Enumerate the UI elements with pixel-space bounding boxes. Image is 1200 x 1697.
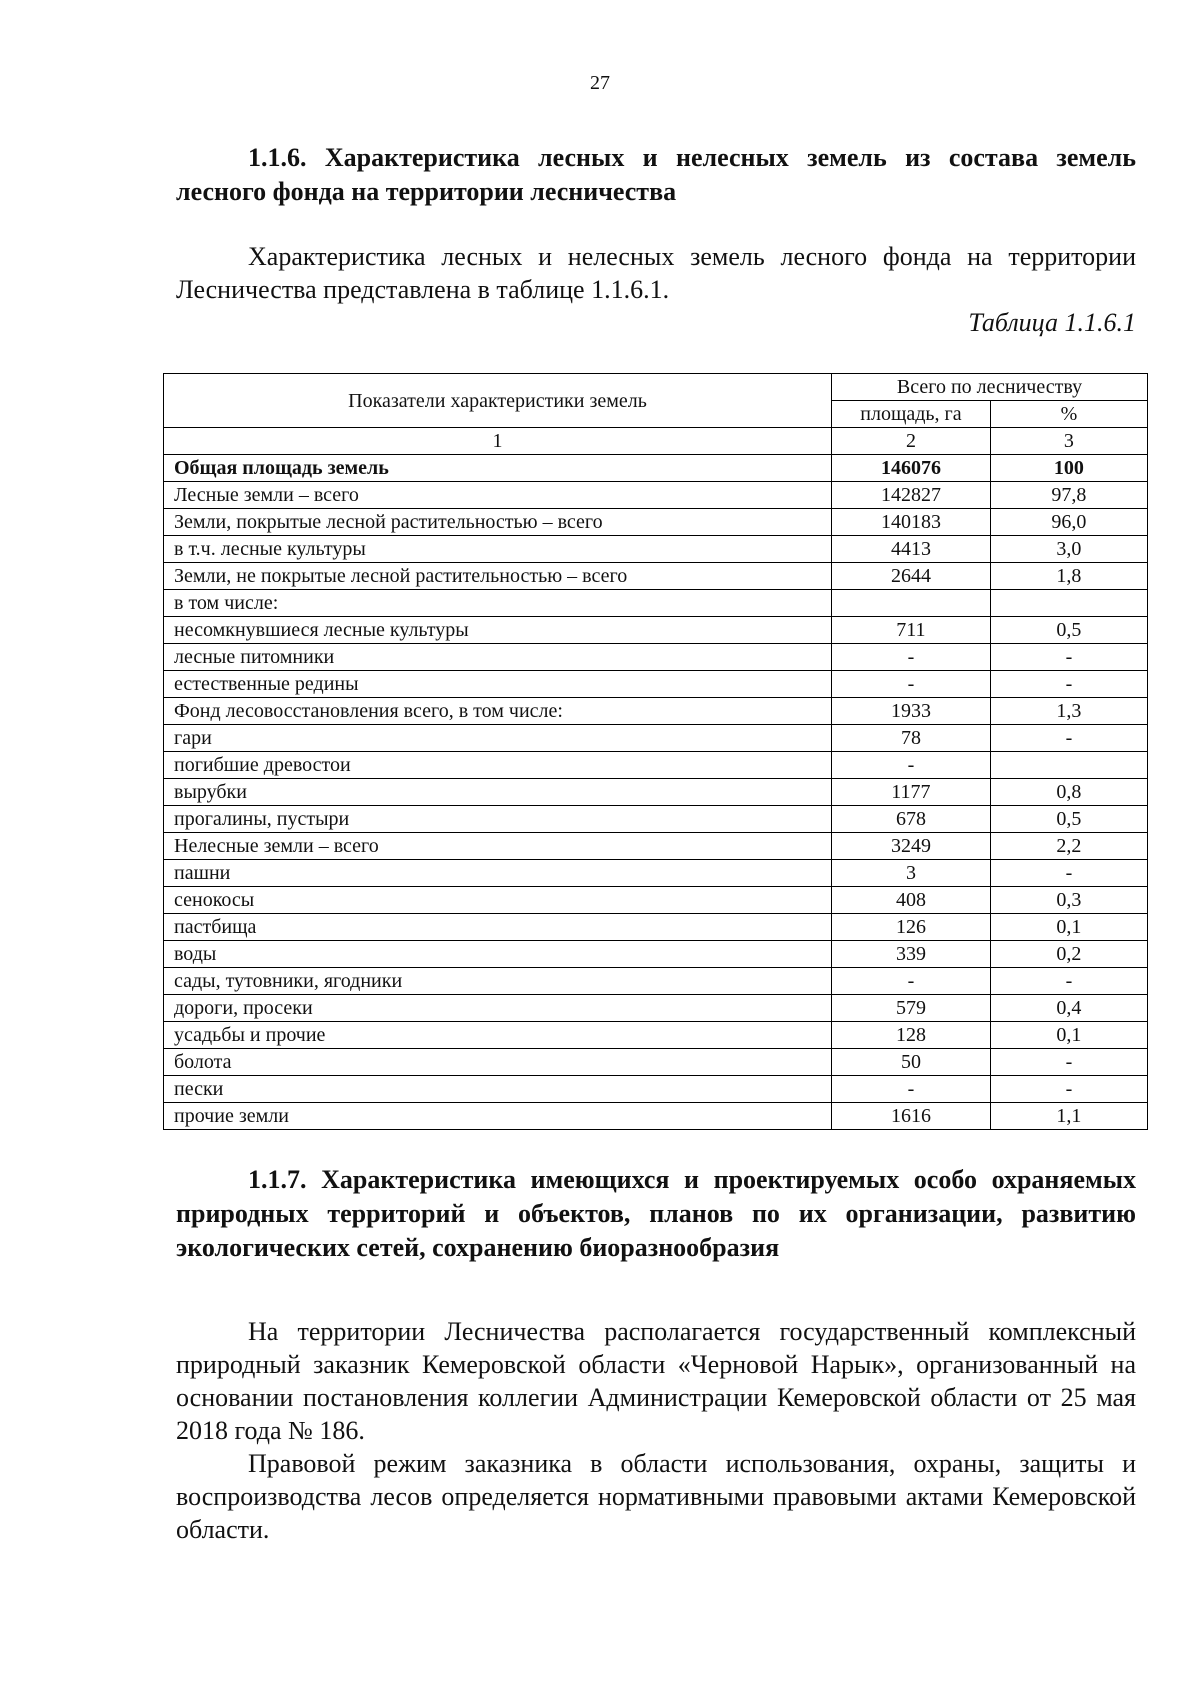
row-area: 1177 bbox=[832, 779, 991, 806]
row-pct bbox=[990, 590, 1147, 617]
row-label: Общая площадь земель bbox=[164, 455, 832, 482]
table-caption: Таблица 1.1.6.1 bbox=[968, 308, 1136, 337]
intro-paragraph: Характеристика лесных и нелесных земель лесного фонда на территории Лесничества представлена в таблице 1.1.6.1. bbox=[176, 242, 1136, 304]
row-label: прогалины, пустыри bbox=[164, 806, 832, 833]
table-row bbox=[164, 941, 1148, 968]
row-label: вырубки bbox=[164, 779, 832, 806]
row-area: 3 bbox=[832, 860, 991, 887]
table-row bbox=[164, 671, 1148, 698]
table-row bbox=[164, 752, 1148, 779]
reserve-paragraph: На территории Лесничества располагается государственный комплексный природный заказник Кемеровской области «Черновой Нарык», организованный на основании постановления коллегии Администрации Кемеровской области от 25 мая 2018 года № 186. bbox=[176, 1317, 1136, 1445]
row-label: естественные редины bbox=[164, 671, 832, 698]
row-pct: - bbox=[990, 725, 1147, 752]
table-row bbox=[164, 779, 1148, 806]
table-row bbox=[164, 644, 1148, 671]
page-number: 27 bbox=[590, 72, 610, 94]
section-heading-1-1-7: 1.1.7. Характеристика имеющихся и проектируемых особо охраняемых природных территорий и объектов, планов по их организации, развитию экологических сетей, сохранению биоразнообразия bbox=[176, 1165, 1136, 1262]
row-pct: - bbox=[990, 860, 1147, 887]
table-row bbox=[164, 455, 1148, 482]
row-area: - bbox=[832, 671, 991, 698]
row-pct: 0,1 bbox=[990, 1022, 1147, 1049]
table-row bbox=[164, 482, 1148, 509]
row-area: 140183 bbox=[832, 509, 991, 536]
row-label: погибшие древостои bbox=[164, 752, 832, 779]
row-area: - bbox=[832, 968, 991, 995]
table-row bbox=[164, 1022, 1148, 1049]
table-row bbox=[164, 617, 1148, 644]
row-area: 2644 bbox=[832, 563, 991, 590]
table-row bbox=[164, 1049, 1148, 1076]
row-pct: 96,0 bbox=[990, 509, 1147, 536]
row-area: 3249 bbox=[832, 833, 991, 860]
table-row bbox=[164, 806, 1148, 833]
legal-regime-paragraph: Правовой режим заказника в области использования, охраны, защиты и воспроизводства лесов определяется нормативными правовыми актами Кемеровской области. bbox=[176, 1449, 1136, 1544]
row-area: - bbox=[832, 1076, 991, 1103]
row-area: 128 bbox=[832, 1022, 991, 1049]
row-label: Фонд лесовосстановления всего, в том числе: bbox=[164, 698, 832, 725]
row-pct: 0,5 bbox=[990, 617, 1147, 644]
row-pct: 0,3 bbox=[990, 887, 1147, 914]
row-label: гари bbox=[164, 725, 832, 752]
header-indicator: Показатели характеристики земель bbox=[164, 374, 832, 428]
row-label: прочие земли bbox=[164, 1103, 832, 1130]
header-area: площадь, га bbox=[832, 401, 991, 428]
row-pct: 0,5 bbox=[990, 806, 1147, 833]
table-row bbox=[164, 563, 1148, 590]
table-row bbox=[164, 698, 1148, 725]
row-area: 1616 bbox=[832, 1103, 991, 1130]
table-row bbox=[164, 725, 1148, 752]
row-area: 142827 bbox=[832, 482, 991, 509]
row-pct: - bbox=[990, 1076, 1147, 1103]
row-area: 339 bbox=[832, 941, 991, 968]
land-characteristics-table bbox=[163, 373, 1148, 1130]
table-row bbox=[164, 590, 1148, 617]
row-pct: 2,2 bbox=[990, 833, 1147, 860]
row-label: пастбища bbox=[164, 914, 832, 941]
row-label: дороги, просеки bbox=[164, 995, 832, 1022]
row-pct: - bbox=[990, 671, 1147, 698]
row-label: несомкнувшиеся лесные культуры bbox=[164, 617, 832, 644]
row-area: 4413 bbox=[832, 536, 991, 563]
table-row bbox=[164, 833, 1148, 860]
row-label: болота bbox=[164, 1049, 832, 1076]
table-row bbox=[164, 887, 1148, 914]
row-pct: 1,3 bbox=[990, 698, 1147, 725]
row-pct: 0,8 bbox=[990, 779, 1147, 806]
row-label: Земли, покрытые лесной растительностью – всего bbox=[164, 509, 832, 536]
table-row bbox=[164, 536, 1148, 563]
row-pct: 1,1 bbox=[990, 1103, 1147, 1130]
table-row bbox=[164, 914, 1148, 941]
row-area: 126 bbox=[832, 914, 991, 941]
row-pct: 3,0 bbox=[990, 536, 1147, 563]
section-heading-1-1-6: 1.1.6. Характеристика лесных и нелесных земель из состава земель лесного фонда на территории лесничества bbox=[176, 143, 1136, 206]
table-row bbox=[164, 995, 1148, 1022]
row-pct: - bbox=[990, 968, 1147, 995]
row-area: - bbox=[832, 644, 991, 671]
row-pct: 0,1 bbox=[990, 914, 1147, 941]
row-pct: 0,4 bbox=[990, 995, 1147, 1022]
row-label: сенокосы bbox=[164, 887, 832, 914]
row-pct: 100 bbox=[990, 455, 1147, 482]
row-label: в т.ч. лесные культуры bbox=[164, 536, 832, 563]
row-area: 146076 bbox=[832, 455, 991, 482]
row-label: пески bbox=[164, 1076, 832, 1103]
row-label: сады, тутовники, ягодники bbox=[164, 968, 832, 995]
row-area: 1933 bbox=[832, 698, 991, 725]
row-label: Земли, не покрытые лесной растительностью – всего bbox=[164, 563, 832, 590]
row-pct: 0,2 bbox=[990, 941, 1147, 968]
row-area: 50 bbox=[832, 1049, 991, 1076]
row-label: Лесные земли – всего bbox=[164, 482, 832, 509]
header-pct: % bbox=[990, 401, 1147, 428]
header-total: Всего по лесничеству bbox=[832, 374, 1148, 401]
table-row bbox=[164, 509, 1148, 536]
table-row bbox=[164, 1076, 1148, 1103]
row-area: - bbox=[832, 752, 991, 779]
row-area: 711 bbox=[832, 617, 991, 644]
row-area bbox=[832, 590, 991, 617]
row-pct: - bbox=[990, 1049, 1147, 1076]
row-label: в том числе: bbox=[164, 590, 832, 617]
row-label: лесные питомники bbox=[164, 644, 832, 671]
row-label: пашни bbox=[164, 860, 832, 887]
row-pct: 1,8 bbox=[990, 563, 1147, 590]
row-area: 678 bbox=[832, 806, 991, 833]
table-row bbox=[164, 860, 1148, 887]
row-pct: 97,8 bbox=[990, 482, 1147, 509]
row-label: воды bbox=[164, 941, 832, 968]
row-pct: - bbox=[990, 644, 1147, 671]
row-pct bbox=[990, 752, 1147, 779]
table-row bbox=[164, 968, 1148, 995]
row-label: усадьбы и прочие bbox=[164, 1022, 832, 1049]
column-number: 1 bbox=[164, 428, 832, 455]
column-number: 3 bbox=[990, 428, 1147, 455]
row-area: 579 bbox=[832, 995, 991, 1022]
table-row bbox=[164, 1103, 1148, 1130]
row-area: 408 bbox=[832, 887, 991, 914]
row-area: 78 bbox=[832, 725, 991, 752]
row-label: Нелесные земли – всего bbox=[164, 833, 832, 860]
column-number: 2 bbox=[832, 428, 991, 455]
